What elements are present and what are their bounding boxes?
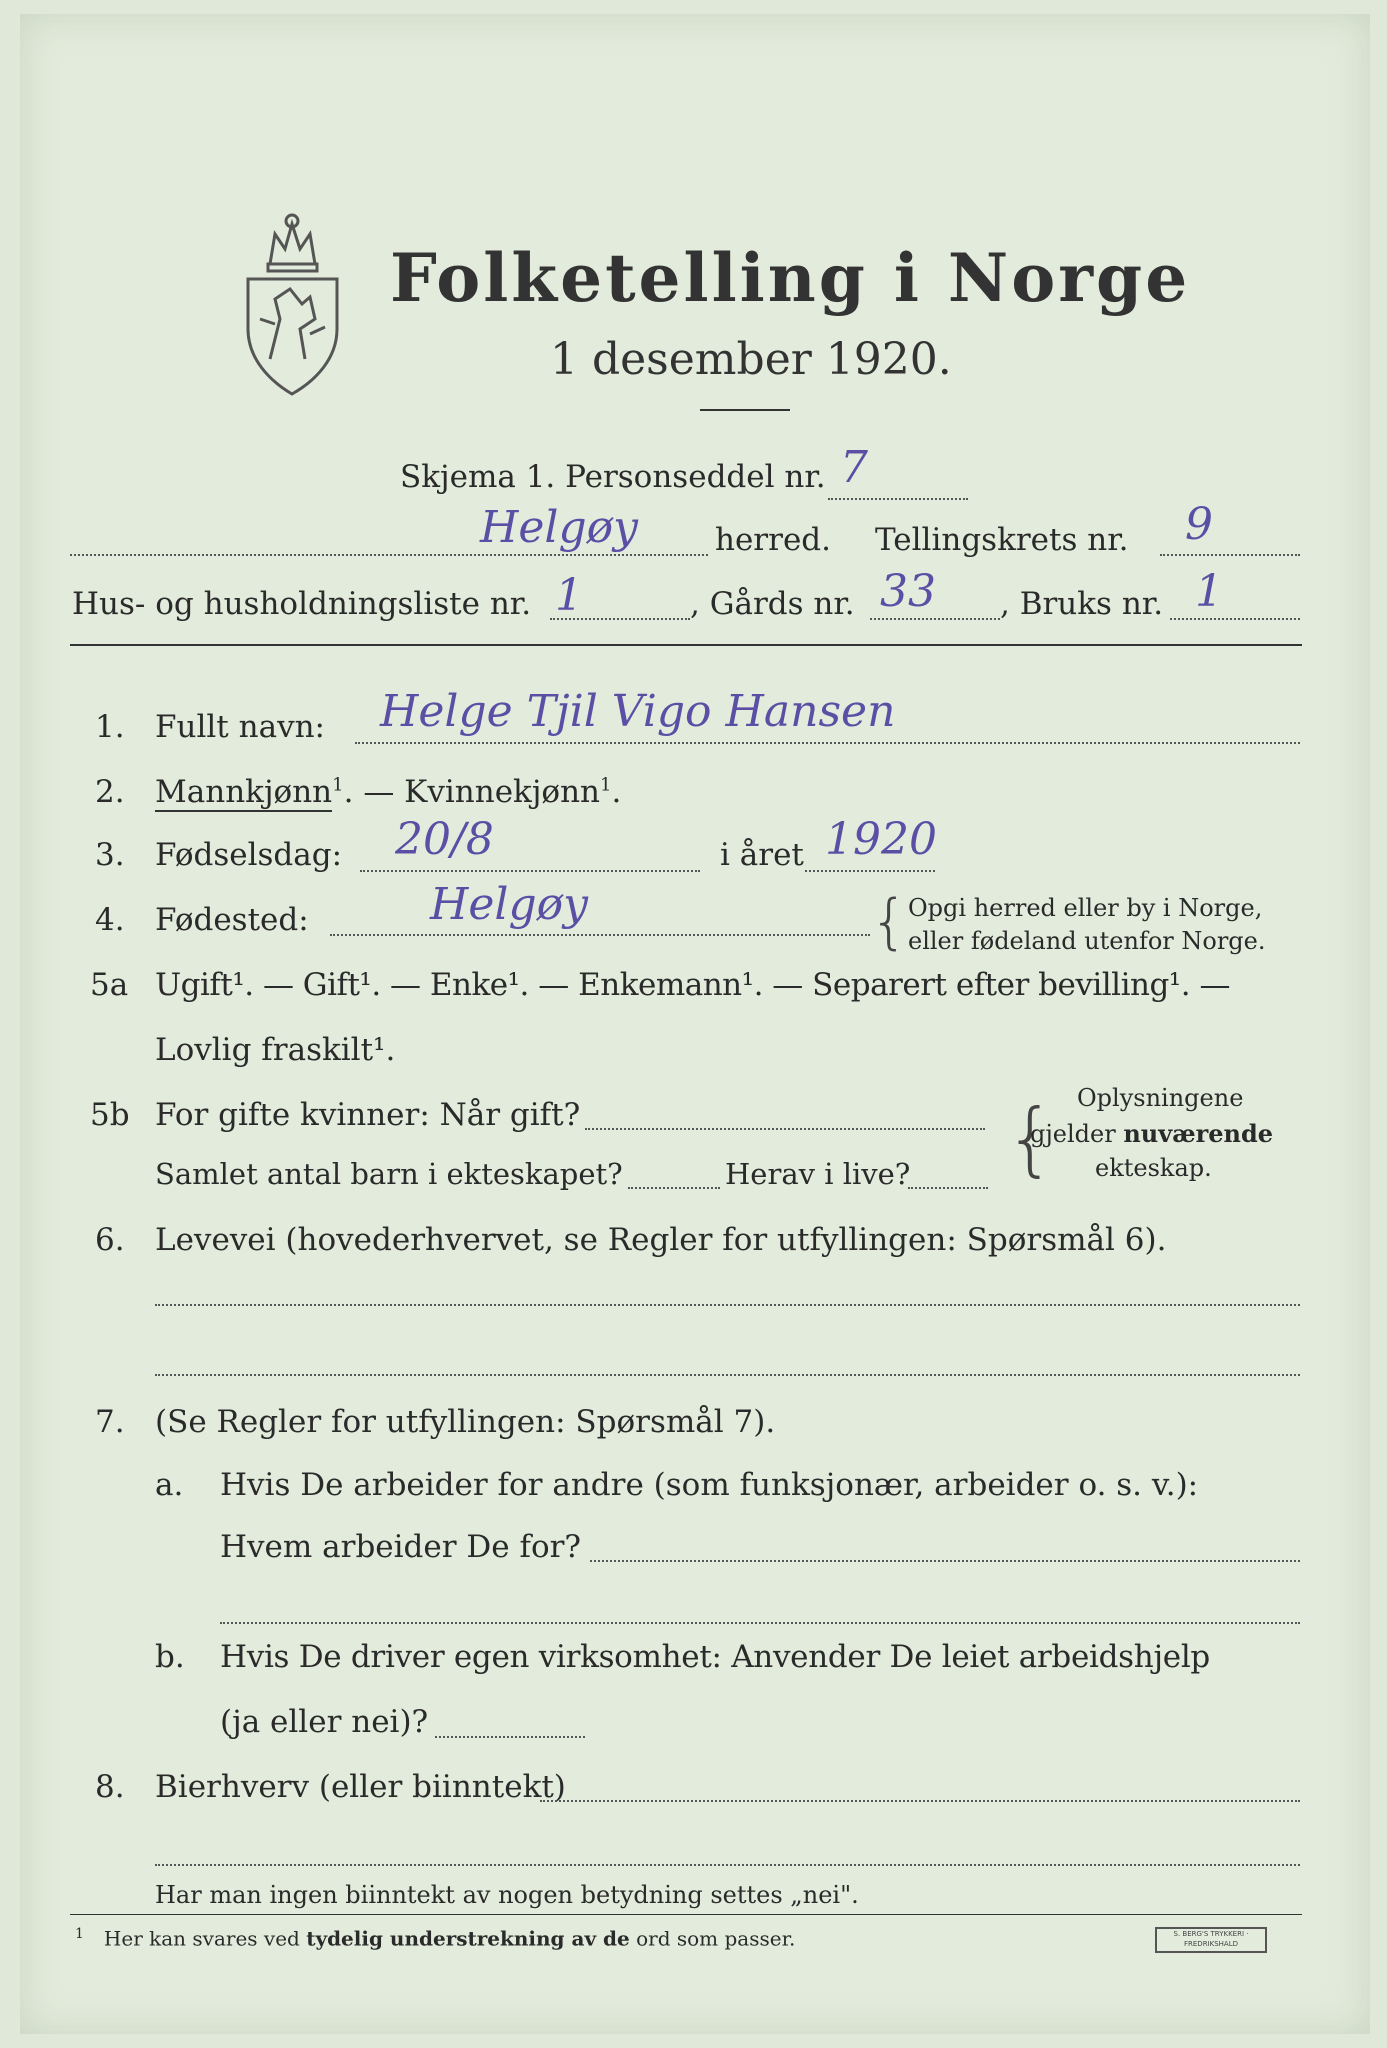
q4-note-1: Opgi herred eller by i Norge, — [908, 894, 1263, 922]
bruks-value: 1 — [1195, 566, 1223, 617]
nei-note: Har man ingen biinntekt av nogen betydning settes „nei". — [155, 1881, 859, 1909]
q8-line-1 — [540, 1800, 1300, 1802]
q3-label: Fødselsdag: — [155, 837, 343, 873]
q5b-brace: { — [1005, 1092, 1056, 1185]
full-name-value: Helge Tjil Vigo Hansen — [380, 686, 896, 737]
q6-number: 6. — [95, 1222, 125, 1258]
q7a-answer-line-1 — [590, 1560, 1300, 1562]
q6-line-1 — [155, 1304, 1300, 1306]
form-date: 1 desember 1920. — [550, 334, 952, 385]
schema-label: Skjema 1. Personseddel nr. — [400, 459, 826, 495]
q6-label: Levevei (hovederhvervet, se Regler for utfyllingen: Spørsmål 6). — [155, 1222, 1167, 1258]
footnote-text-b: tydelig understrekning av de — [306, 1926, 630, 1951]
schema-line — [828, 498, 968, 500]
tellingskrets-value: 9 — [1185, 499, 1213, 550]
footnote — [75, 1926, 795, 1951]
herred-value: Helgøy — [480, 502, 638, 553]
q7a-answer-line-2 — [220, 1622, 1300, 1624]
children-label: Samlet antal barn i ekteskapet? — [155, 1157, 623, 1191]
bruks-label: , Bruks nr. — [1000, 586, 1164, 622]
tellingskrets-label: Tellingskrets nr. — [875, 522, 1129, 558]
female-option: Kvinnekjønn — [404, 774, 601, 810]
q2-number: 2. — [95, 774, 125, 810]
birthplace-value: Helgøy — [430, 879, 588, 930]
alive-label: Herav i live? — [725, 1157, 911, 1191]
year-line — [805, 870, 935, 872]
q7b-line-1: Hvis De driver egen virksomhet: Anvender De leiet arbeidshjelp — [220, 1639, 1210, 1675]
q5b-note-2a: gjelder — [1030, 1120, 1124, 1148]
q7a-line-2: Hvem arbeider De for? — [220, 1529, 582, 1565]
female-footnote-mark: 1 — [600, 774, 612, 796]
tellingskrets-line — [1160, 554, 1300, 556]
q4-brace: { — [870, 887, 909, 957]
gender-end: . — [611, 774, 622, 810]
q8-number: 8. — [95, 1769, 125, 1805]
gender-options — [155, 774, 621, 810]
alive-line — [908, 1187, 988, 1189]
gender-separator: . — — [343, 774, 405, 810]
birth-year-value: 1920 — [825, 814, 937, 865]
q1-number: 1. — [95, 709, 125, 745]
husholdningsliste-label: Hus- og husholdningsliste nr. — [72, 586, 532, 622]
q7a-number: a. — [155, 1467, 184, 1503]
married-when-label: For gifte kvinner: Når gift? — [155, 1097, 581, 1133]
q7-label: (Se Regler for utfyllingen: Spørsmål 7). — [155, 1404, 776, 1440]
footnote-text-a: Her kan svares ved — [103, 1926, 307, 1951]
form-title: Folketelling i Norge — [390, 239, 1191, 317]
q7b-number: b. — [155, 1639, 185, 1675]
marital-status-options: Ugift¹. — Gift¹. — Enke¹. — Enkemann¹. — Separert efter bevilling¹. — — [155, 967, 1230, 1003]
q7a-line-1: Hvis De arbeider for andre (som funksjonær, arbeider o. s. v.): — [220, 1467, 1199, 1503]
q3-line — [360, 870, 700, 872]
printer-stamp: S. BERG'S TRYKKERI · FREDRIKSHALD — [1155, 1927, 1267, 1953]
q3-number: 3. — [95, 837, 125, 873]
q8-label: Bierhverv (eller biinntekt) — [155, 1769, 566, 1805]
q7b-answer-line — [435, 1736, 585, 1738]
birth-date-value: 20/8 — [395, 814, 494, 865]
gards-line — [870, 618, 1000, 620]
male-option: Mannkjønn — [155, 774, 333, 810]
footnote-text-c: ord som passer. — [629, 1926, 796, 1951]
married-when-line — [585, 1128, 985, 1130]
footer-divider — [70, 1914, 1302, 1915]
gards-value: 33 — [880, 566, 936, 617]
q1-line — [355, 742, 1300, 744]
q5b-note-2 — [1030, 1119, 1273, 1148]
census-form — [20, 14, 1370, 2034]
herred-line — [70, 554, 708, 556]
liste-line — [550, 618, 690, 620]
q5b-number: 5b — [90, 1097, 130, 1133]
q5b-note-2b: nuværende — [1123, 1119, 1274, 1148]
q5b-note-1: Oplysningene — [1077, 1084, 1244, 1112]
q7-number: 7. — [95, 1404, 125, 1440]
footnote-number: 1 — [75, 1926, 84, 1942]
bruks-line — [1170, 618, 1300, 620]
q4-number: 4. — [95, 902, 125, 938]
q4-note-2: eller fødeland utenfor Norge. — [908, 927, 1266, 955]
gards-label: , Gårds nr. — [690, 586, 855, 622]
title-divider — [700, 409, 790, 411]
male-footnote-mark: 1 — [332, 774, 344, 796]
personseddel-number: 7 — [840, 442, 868, 493]
q8-line-2 — [155, 1864, 1300, 1866]
children-line — [628, 1187, 720, 1189]
herred-label: herred. — [715, 522, 831, 558]
q5b-note-3: ekteskap. — [1095, 1154, 1212, 1182]
q4-label: Fødested: — [155, 902, 309, 938]
q4-line — [330, 934, 870, 936]
q1-label: Fullt navn: — [155, 709, 325, 745]
divorced-option: Lovlig fraskilt¹. — [155, 1032, 396, 1068]
coat-of-arms-icon — [230, 209, 355, 399]
husholdningsliste-value: 1 — [555, 570, 583, 621]
q5a-number: 5a — [90, 967, 129, 1003]
q7b-line-2: (ja eller nei)? — [220, 1704, 429, 1740]
q6-line-2 — [155, 1374, 1300, 1376]
year-label: i året — [720, 837, 804, 873]
section-divider — [70, 644, 1302, 646]
